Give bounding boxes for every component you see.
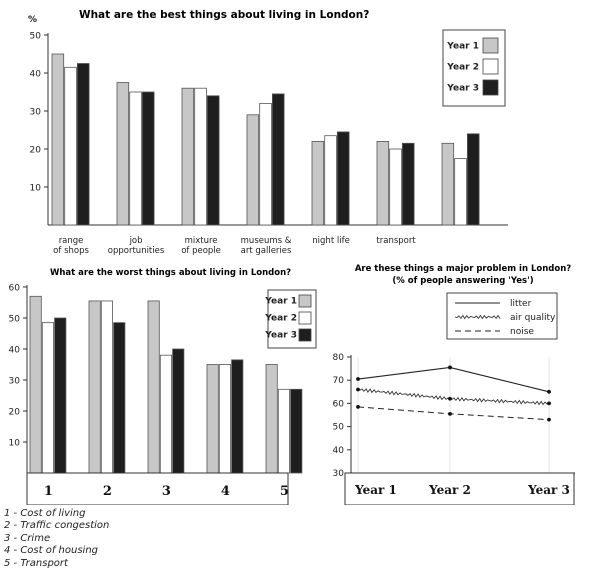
worst-label-box [27, 473, 288, 505]
problems-series-air-quality [358, 389, 549, 405]
best-bar-year-1 [52, 54, 64, 225]
problems-ytick-label: 30 [332, 469, 344, 479]
worst-ytick-label: 30 [8, 376, 20, 387]
worst-title: What are the worst things about living in London? [50, 268, 292, 278]
worst-ytick-label: 50 [8, 314, 20, 325]
worst-legend-label: Year 3 [265, 330, 297, 341]
best-ytick-label: 30 [29, 107, 41, 118]
worst-legend-label: Year 2 [265, 313, 297, 324]
footnote-2: 2 - Traffic congestion [4, 520, 110, 532]
best-bar-year-3 [337, 132, 349, 225]
problems-ytick-label: 80 [332, 353, 344, 363]
best-bar-year-2 [390, 149, 402, 225]
worst-bar-year-3 [173, 349, 184, 473]
best-bar-year-1 [312, 141, 324, 225]
worst-legend-swatch [299, 295, 311, 307]
worst-bar-year-2 [42, 323, 53, 473]
best-bar-year-1 [247, 115, 259, 225]
problems-series-noise [358, 407, 549, 420]
problems-point [547, 418, 551, 422]
problems-subtitle: (% of people answering 'Yes') [392, 276, 534, 286]
worst-bar-year-2 [160, 355, 171, 473]
worst-category-label: 4 [220, 484, 230, 499]
best-bar-year-2 [260, 103, 272, 225]
worst-legend-swatch [299, 329, 311, 341]
best-title: What are the best things about living in London? [79, 9, 370, 21]
worst-ytick-label: 20 [8, 407, 20, 418]
problems-point [356, 377, 360, 381]
best-ytick-label: 40 [29, 69, 41, 80]
best-bar-year-2 [65, 67, 77, 225]
best-bar-year-1 [377, 141, 389, 225]
best-category-label: museums & [240, 236, 292, 246]
worst-bar-year-2 [219, 365, 230, 474]
worst-bar-year-1 [207, 365, 218, 474]
best-bar-year-2 [325, 136, 337, 225]
best-category-label: of people [181, 246, 221, 256]
worst-category-label: 5 [279, 484, 289, 499]
worst-ytick-label: 10 [8, 438, 20, 449]
worst-legend-swatch [299, 312, 311, 324]
problems-point [547, 390, 551, 394]
best-ytick-label: 20 [29, 145, 41, 156]
best-category-label: job [129, 236, 143, 246]
worst-legend-label: Year 1 [265, 296, 297, 307]
problems-point [547, 402, 551, 406]
footnote-1: 1 - Cost of living [4, 508, 86, 519]
problems-ytick-label: 40 [332, 445, 344, 456]
best-legend-label: Year 2 [447, 62, 479, 73]
problems-xtick-label: Year 2 [429, 483, 471, 497]
best-ytick-label: 10 [29, 183, 41, 194]
best-bar-year-2 [455, 159, 467, 226]
best-bar-year-2 [195, 88, 207, 225]
best-bar-year-3 [272, 94, 284, 225]
best-category-label: night life [312, 236, 350, 246]
best-ytick-label: 50 [29, 31, 41, 42]
problems-xtick-label: Year 3 [528, 483, 570, 497]
footnote-3: 3 - Crime [4, 532, 51, 544]
best-category-label: of shops [53, 246, 89, 256]
worst-bar-year-3 [55, 318, 66, 473]
problems-title: Are these things a major problem in London? [354, 264, 572, 274]
best-legend-swatch [483, 59, 498, 74]
best-bar-year-3 [77, 64, 89, 226]
problems-xtick-label: Year 1 [355, 483, 397, 497]
best-bar-year-2 [130, 92, 142, 225]
worst-bar-year-1 [30, 296, 41, 473]
problems-point [448, 412, 452, 416]
worst-bar-year-2 [278, 389, 289, 473]
best-ylabel: % [28, 15, 38, 25]
best-bar-year-3 [402, 143, 414, 225]
problems-point [448, 397, 452, 401]
worst-bar-year-3 [232, 360, 243, 473]
problems-point [356, 388, 360, 392]
best-category-label: range [58, 236, 84, 246]
worst-bar-year-3 [114, 323, 125, 473]
best-bar-year-1 [117, 83, 129, 226]
problems-point [448, 366, 452, 370]
worst-ytick-label: 60 [8, 283, 20, 294]
worst-ytick-label: 40 [8, 345, 20, 356]
best-bar-year-3 [142, 92, 154, 225]
best-bar-year-3 [467, 134, 479, 225]
problems-point [356, 405, 360, 409]
problems-ytick-label: 50 [332, 422, 344, 433]
best-legend-swatch [483, 80, 498, 95]
best-bar-year-1 [182, 88, 194, 225]
worst-bar-year-1 [89, 301, 100, 473]
problems-series-litter [358, 367, 549, 391]
problems-legend-label: air quality [510, 313, 556, 323]
best-legend-label: Year 3 [447, 83, 479, 94]
best-category-label: art galleries [240, 246, 292, 256]
footnote-5: 5 - Transport [4, 557, 68, 569]
worst-category-label: 1 [43, 484, 53, 499]
best-legend-label: Year 1 [447, 41, 479, 52]
problems-legend-label: noise [510, 327, 534, 337]
footnote-4: 4 - Cost of housing [4, 545, 99, 557]
worst-category-label: 2 [102, 484, 112, 499]
worst-category-label: 3 [161, 484, 171, 499]
best-bar-year-1 [442, 143, 454, 225]
problems-legend-label: litter [510, 299, 532, 309]
footnotes [4, 508, 109, 570]
worst-bar-year-1 [148, 301, 159, 473]
worst-bar-year-3 [291, 389, 302, 473]
worst-bar-year-1 [266, 365, 277, 474]
best-bar-year-3 [207, 96, 219, 225]
problems-ytick-label: 70 [332, 376, 344, 387]
worst-bar-year-2 [101, 301, 112, 473]
best-category-label: mixture [184, 236, 218, 246]
best-category-label: opportunities [107, 246, 165, 256]
best-legend-swatch [483, 38, 498, 53]
best-category-label: transport [376, 236, 416, 246]
problems-ytick-label: 60 [332, 399, 344, 410]
